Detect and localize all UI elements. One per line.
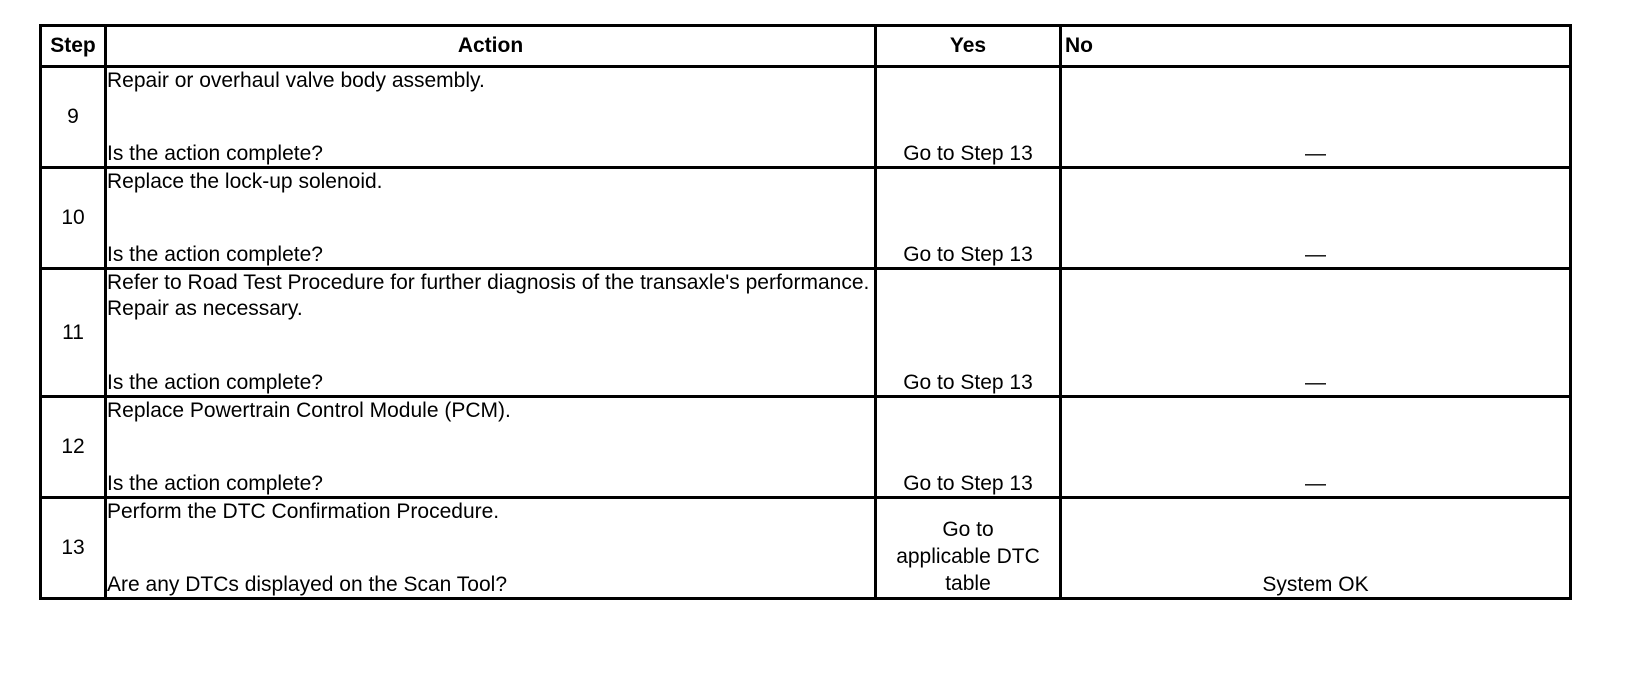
yes-result-line: table	[945, 572, 991, 595]
action-cell	[106, 269, 876, 397]
table-row	[41, 269, 1571, 397]
yes-result	[876, 498, 1061, 599]
no-result: —	[1061, 397, 1571, 498]
header-row	[41, 26, 1571, 67]
action-instruction: Replace the lock-up solenoid.	[107, 170, 383, 193]
yes-result: Go to Step 13	[876, 397, 1061, 498]
yes-result-line: applicable DTC	[896, 545, 1040, 568]
step-number: 10	[41, 168, 106, 269]
yes-result: Go to Step 13	[876, 67, 1061, 168]
action-cell	[106, 498, 876, 599]
action-instruction: Refer to Road Test Procedure for further diagnosis of the transaxle's performance. Repair as necessary.	[107, 271, 870, 320]
table-row	[41, 397, 1571, 498]
action-question: Is the action complete?	[107, 371, 323, 394]
no-result: —	[1061, 168, 1571, 269]
step-number: 12	[41, 397, 106, 498]
action-cell	[106, 397, 876, 498]
action-instruction: Repair or overhaul valve body assembly.	[107, 69, 485, 92]
action-cell	[106, 67, 876, 168]
action-instruction: Perform the DTC Confirmation Procedure.	[107, 500, 500, 523]
header-step: Step	[41, 26, 106, 67]
no-result: —	[1061, 269, 1571, 397]
table-row	[41, 498, 1571, 599]
no-result: System OK	[1061, 498, 1571, 599]
header-action: Action	[106, 26, 876, 67]
diagnostic-table	[39, 24, 1572, 600]
table-row	[41, 67, 1571, 168]
action-question: Is the action complete?	[107, 243, 323, 266]
header-yes: Yes	[876, 26, 1061, 67]
step-number: 11	[41, 269, 106, 397]
action-question: Is the action complete?	[107, 472, 323, 495]
step-number: 9	[41, 67, 106, 168]
step-number: 13	[41, 498, 106, 599]
yes-result-line: Go to	[942, 518, 994, 541]
yes-result: Go to Step 13	[876, 269, 1061, 397]
table-row	[41, 168, 1571, 269]
header-no: No	[1061, 26, 1571, 67]
yes-result: Go to Step 13	[876, 168, 1061, 269]
action-question: Is the action complete?	[107, 142, 323, 165]
action-instruction: Replace Powertrain Control Module (PCM).	[107, 399, 511, 422]
no-result: —	[1061, 67, 1571, 168]
action-question: Are any DTCs displayed on the Scan Tool?	[107, 573, 508, 596]
action-cell	[106, 168, 876, 269]
